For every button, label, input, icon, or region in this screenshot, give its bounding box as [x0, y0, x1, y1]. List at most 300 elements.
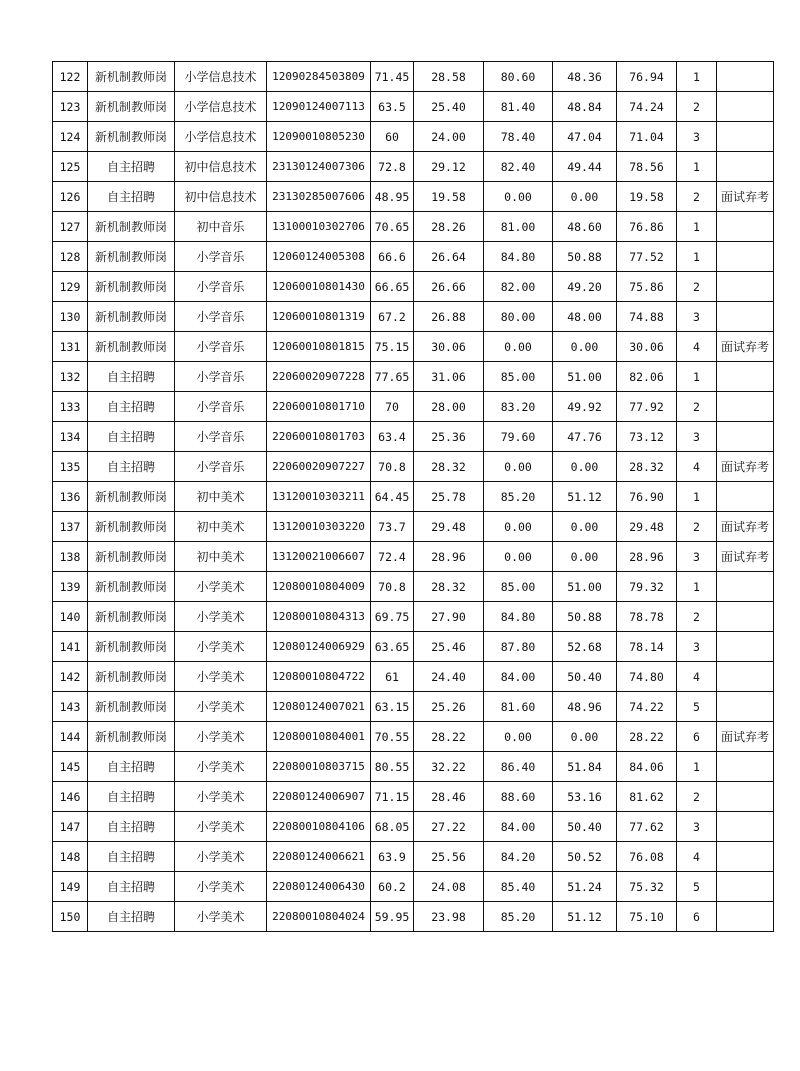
cell-remark	[717, 62, 774, 92]
cell-exam-id: 12060010801430	[267, 272, 371, 302]
cell-rank: 4	[677, 662, 717, 692]
cell-position-type: 新机制教师岗	[88, 662, 175, 692]
cell-total-score: 77.52	[617, 242, 677, 272]
cell-position-type: 新机制教师岗	[88, 602, 175, 632]
cell-position-type: 新机制教师岗	[88, 122, 175, 152]
cell-interview-score: 85.20	[484, 482, 553, 512]
cell-written-score: 64.45	[371, 482, 414, 512]
cell-written-weighted: 28.22	[414, 722, 484, 752]
cell-remark	[717, 752, 774, 782]
cell-row-number: 148	[53, 842, 88, 872]
cell-total-score: 76.90	[617, 482, 677, 512]
cell-written-weighted: 31.06	[414, 362, 484, 392]
cell-position-type: 新机制教师岗	[88, 272, 175, 302]
cell-row-number: 133	[53, 392, 88, 422]
cell-interview-score: 81.40	[484, 92, 553, 122]
cell-written-score: 70.8	[371, 452, 414, 482]
table-row	[53, 422, 774, 452]
cell-position-type: 新机制教师岗	[88, 482, 175, 512]
cell-subject: 初中美术	[175, 542, 267, 572]
cell-subject: 小学美术	[175, 752, 267, 782]
cell-written-score: 48.95	[371, 182, 414, 212]
cell-interview-weighted: 51.00	[553, 362, 617, 392]
cell-written-score: 61	[371, 662, 414, 692]
cell-exam-id: 12080010804001	[267, 722, 371, 752]
cell-total-score: 29.48	[617, 512, 677, 542]
cell-position-type: 自主招聘	[88, 752, 175, 782]
cell-position-type: 新机制教师岗	[88, 302, 175, 332]
cell-written-weighted: 24.00	[414, 122, 484, 152]
table-row	[53, 272, 774, 302]
cell-subject: 小学音乐	[175, 272, 267, 302]
cell-rank: 2	[677, 272, 717, 302]
cell-position-type: 新机制教师岗	[88, 722, 175, 752]
cell-position-type: 自主招聘	[88, 782, 175, 812]
cell-written-weighted: 25.46	[414, 632, 484, 662]
cell-rank: 1	[677, 482, 717, 512]
cell-subject: 小学信息技术	[175, 62, 267, 92]
cell-remark	[717, 572, 774, 602]
cell-written-weighted: 28.96	[414, 542, 484, 572]
cell-rank: 1	[677, 752, 717, 782]
cell-interview-weighted: 51.12	[553, 482, 617, 512]
table-row	[53, 242, 774, 272]
cell-interview-weighted: 48.60	[553, 212, 617, 242]
cell-written-weighted: 28.46	[414, 782, 484, 812]
table-row	[53, 482, 774, 512]
cell-remark	[717, 242, 774, 272]
table-row	[53, 62, 774, 92]
cell-written-score: 73.7	[371, 512, 414, 542]
cell-interview-weighted: 49.20	[553, 272, 617, 302]
cell-row-number: 144	[53, 722, 88, 752]
cell-rank: 3	[677, 302, 717, 332]
cell-exam-id: 13120010303211	[267, 482, 371, 512]
cell-total-score: 82.06	[617, 362, 677, 392]
cell-row-number: 139	[53, 572, 88, 602]
cell-rank: 2	[677, 392, 717, 422]
cell-total-score: 79.32	[617, 572, 677, 602]
cell-position-type: 自主招聘	[88, 872, 175, 902]
cell-remark	[717, 422, 774, 452]
cell-written-weighted: 19.58	[414, 182, 484, 212]
cell-interview-score: 84.00	[484, 662, 553, 692]
cell-interview-score: 0.00	[484, 512, 553, 542]
table-row	[53, 332, 774, 362]
table-row	[53, 752, 774, 782]
cell-interview-weighted: 49.92	[553, 392, 617, 422]
cell-position-type: 自主招聘	[88, 392, 175, 422]
cell-exam-id: 13120010303220	[267, 512, 371, 542]
cell-written-score: 63.15	[371, 692, 414, 722]
cell-rank: 3	[677, 632, 717, 662]
cell-row-number: 146	[53, 782, 88, 812]
cell-interview-weighted: 50.88	[553, 242, 617, 272]
cell-rank: 2	[677, 782, 717, 812]
cell-interview-weighted: 0.00	[553, 722, 617, 752]
cell-remark	[717, 662, 774, 692]
cell-rank: 4	[677, 452, 717, 482]
cell-remark: 面试弃考	[717, 722, 774, 752]
cell-rank: 4	[677, 332, 717, 362]
cell-position-type: 新机制教师岗	[88, 692, 175, 722]
cell-interview-score: 84.20	[484, 842, 553, 872]
cell-subject: 初中信息技术	[175, 182, 267, 212]
cell-row-number: 143	[53, 692, 88, 722]
cell-exam-id: 22060010801710	[267, 392, 371, 422]
cell-subject: 小学信息技术	[175, 92, 267, 122]
cell-exam-id: 13120021006607	[267, 542, 371, 572]
cell-written-weighted: 25.56	[414, 842, 484, 872]
cell-interview-score: 84.80	[484, 242, 553, 272]
cell-exam-id: 23130124007306	[267, 152, 371, 182]
cell-rank: 2	[677, 182, 717, 212]
cell-subject: 小学信息技术	[175, 122, 267, 152]
cell-rank: 1	[677, 572, 717, 602]
cell-interview-score: 0.00	[484, 332, 553, 362]
cell-exam-id: 12090284503809	[267, 62, 371, 92]
cell-written-score: 66.6	[371, 242, 414, 272]
cell-remark: 面试弃考	[717, 452, 774, 482]
cell-row-number: 136	[53, 482, 88, 512]
cell-exam-id: 13100010302706	[267, 212, 371, 242]
cell-written-score: 71.45	[371, 62, 414, 92]
cell-total-score: 30.06	[617, 332, 677, 362]
cell-interview-score: 0.00	[484, 722, 553, 752]
cell-written-weighted: 25.26	[414, 692, 484, 722]
cell-exam-id: 12080010804722	[267, 662, 371, 692]
cell-rank: 6	[677, 902, 717, 932]
cell-interview-score: 83.20	[484, 392, 553, 422]
cell-interview-weighted: 49.44	[553, 152, 617, 182]
cell-exam-id: 12060010801815	[267, 332, 371, 362]
cell-position-type: 新机制教师岗	[88, 92, 175, 122]
cell-rank: 5	[677, 692, 717, 722]
cell-total-score: 78.56	[617, 152, 677, 182]
score-table-body	[53, 62, 774, 932]
cell-rank: 2	[677, 92, 717, 122]
cell-remark	[717, 632, 774, 662]
cell-interview-weighted: 47.04	[553, 122, 617, 152]
cell-remark	[717, 782, 774, 812]
table-row	[53, 302, 774, 332]
cell-row-number: 147	[53, 812, 88, 842]
cell-interview-score: 88.60	[484, 782, 553, 812]
cell-total-score: 74.22	[617, 692, 677, 722]
cell-written-score: 72.4	[371, 542, 414, 572]
cell-exam-id: 23130285007606	[267, 182, 371, 212]
cell-row-number: 149	[53, 872, 88, 902]
cell-written-weighted: 25.36	[414, 422, 484, 452]
cell-written-weighted: 28.26	[414, 212, 484, 242]
cell-position-type: 自主招聘	[88, 902, 175, 932]
cell-written-score: 80.55	[371, 752, 414, 782]
cell-rank: 3	[677, 542, 717, 572]
table-row	[53, 512, 774, 542]
cell-written-score: 75.15	[371, 332, 414, 362]
cell-total-score: 81.62	[617, 782, 677, 812]
cell-row-number: 141	[53, 632, 88, 662]
cell-interview-weighted: 48.00	[553, 302, 617, 332]
cell-subject: 小学美术	[175, 872, 267, 902]
cell-exam-id: 22080124006621	[267, 842, 371, 872]
cell-total-score: 84.06	[617, 752, 677, 782]
cell-interview-score: 81.60	[484, 692, 553, 722]
cell-subject: 小学美术	[175, 602, 267, 632]
cell-written-score: 68.05	[371, 812, 414, 842]
cell-subject: 初中美术	[175, 482, 267, 512]
cell-row-number: 127	[53, 212, 88, 242]
cell-position-type: 自主招聘	[88, 812, 175, 842]
cell-subject: 小学音乐	[175, 362, 267, 392]
cell-remark	[717, 92, 774, 122]
cell-interview-weighted: 50.40	[553, 812, 617, 842]
cell-remark	[717, 482, 774, 512]
cell-interview-score: 85.20	[484, 902, 553, 932]
cell-remark	[717, 392, 774, 422]
cell-interview-weighted: 52.68	[553, 632, 617, 662]
cell-remark	[717, 692, 774, 722]
cell-row-number: 150	[53, 902, 88, 932]
cell-total-score: 28.96	[617, 542, 677, 572]
cell-written-score: 71.15	[371, 782, 414, 812]
cell-written-score: 63.4	[371, 422, 414, 452]
cell-exam-id: 22080010803715	[267, 752, 371, 782]
cell-written-weighted: 28.00	[414, 392, 484, 422]
cell-written-score: 72.8	[371, 152, 414, 182]
cell-interview-weighted: 50.52	[553, 842, 617, 872]
table-row	[53, 872, 774, 902]
cell-rank: 5	[677, 872, 717, 902]
cell-written-weighted: 26.64	[414, 242, 484, 272]
cell-written-score: 63.9	[371, 842, 414, 872]
cell-interview-weighted: 51.84	[553, 752, 617, 782]
cell-total-score: 71.04	[617, 122, 677, 152]
cell-exam-id: 12080010804313	[267, 602, 371, 632]
cell-exam-id: 12090010805230	[267, 122, 371, 152]
cell-exam-id: 22060020907228	[267, 362, 371, 392]
cell-interview-score: 0.00	[484, 182, 553, 212]
cell-remark	[717, 272, 774, 302]
cell-interview-score: 85.00	[484, 572, 553, 602]
cell-written-weighted: 23.98	[414, 902, 484, 932]
cell-row-number: 134	[53, 422, 88, 452]
cell-written-weighted: 25.40	[414, 92, 484, 122]
cell-subject: 初中美术	[175, 512, 267, 542]
cell-written-weighted: 24.08	[414, 872, 484, 902]
table-row	[53, 722, 774, 752]
cell-written-weighted: 25.78	[414, 482, 484, 512]
cell-position-type: 新机制教师岗	[88, 62, 175, 92]
cell-subject: 小学美术	[175, 572, 267, 602]
cell-interview-score: 80.60	[484, 62, 553, 92]
cell-remark	[717, 602, 774, 632]
cell-interview-score: 79.60	[484, 422, 553, 452]
cell-interview-weighted: 47.76	[553, 422, 617, 452]
cell-exam-id: 22080124006907	[267, 782, 371, 812]
table-row	[53, 392, 774, 422]
cell-total-score: 78.14	[617, 632, 677, 662]
cell-interview-weighted: 53.16	[553, 782, 617, 812]
cell-exam-id: 22080010804106	[267, 812, 371, 842]
cell-interview-score: 84.00	[484, 812, 553, 842]
cell-written-score: 60	[371, 122, 414, 152]
table-row	[53, 92, 774, 122]
cell-exam-id: 12060124005308	[267, 242, 371, 272]
cell-position-type: 自主招聘	[88, 422, 175, 452]
cell-rank: 3	[677, 122, 717, 152]
cell-row-number: 125	[53, 152, 88, 182]
table-row	[53, 782, 774, 812]
cell-written-score: 70.8	[371, 572, 414, 602]
cell-total-score: 76.08	[617, 842, 677, 872]
cell-position-type: 自主招聘	[88, 362, 175, 392]
cell-written-weighted: 24.40	[414, 662, 484, 692]
cell-rank: 4	[677, 842, 717, 872]
table-row	[53, 362, 774, 392]
cell-total-score: 77.92	[617, 392, 677, 422]
table-row	[53, 212, 774, 242]
cell-subject: 小学美术	[175, 632, 267, 662]
cell-interview-weighted: 48.84	[553, 92, 617, 122]
cell-total-score: 74.80	[617, 662, 677, 692]
cell-position-type: 新机制教师岗	[88, 572, 175, 602]
cell-row-number: 131	[53, 332, 88, 362]
cell-interview-score: 82.00	[484, 272, 553, 302]
cell-row-number: 142	[53, 662, 88, 692]
cell-written-weighted: 28.58	[414, 62, 484, 92]
score-table	[52, 61, 774, 932]
cell-written-score: 69.75	[371, 602, 414, 632]
cell-interview-score: 84.80	[484, 602, 553, 632]
cell-exam-id: 22080010804024	[267, 902, 371, 932]
cell-position-type: 新机制教师岗	[88, 632, 175, 662]
cell-exam-id: 12060010801319	[267, 302, 371, 332]
cell-rank: 1	[677, 152, 717, 182]
table-row	[53, 122, 774, 152]
cell-total-score: 75.10	[617, 902, 677, 932]
cell-position-type: 新机制教师岗	[88, 212, 175, 242]
cell-rank: 2	[677, 602, 717, 632]
cell-row-number: 122	[53, 62, 88, 92]
cell-written-weighted: 26.66	[414, 272, 484, 302]
cell-total-score: 76.86	[617, 212, 677, 242]
cell-written-score: 66.65	[371, 272, 414, 302]
cell-rank: 1	[677, 62, 717, 92]
cell-remark: 面试弃考	[717, 512, 774, 542]
table-row	[53, 692, 774, 722]
cell-remark: 面试弃考	[717, 542, 774, 572]
cell-rank: 3	[677, 812, 717, 842]
cell-row-number: 137	[53, 512, 88, 542]
cell-total-score: 75.32	[617, 872, 677, 902]
cell-position-type: 自主招聘	[88, 152, 175, 182]
cell-remark: 面试弃考	[717, 332, 774, 362]
cell-subject: 小学美术	[175, 812, 267, 842]
cell-rank: 2	[677, 512, 717, 542]
cell-total-score: 78.78	[617, 602, 677, 632]
cell-exam-id: 12080010804009	[267, 572, 371, 602]
table-row	[53, 152, 774, 182]
table-row	[53, 812, 774, 842]
cell-interview-score: 81.00	[484, 212, 553, 242]
cell-written-score: 59.95	[371, 902, 414, 932]
cell-exam-id: 12080124007021	[267, 692, 371, 722]
cell-total-score: 73.12	[617, 422, 677, 452]
cell-position-type: 新机制教师岗	[88, 542, 175, 572]
cell-interview-weighted: 0.00	[553, 512, 617, 542]
cell-row-number: 129	[53, 272, 88, 302]
cell-exam-id: 22060010801703	[267, 422, 371, 452]
cell-total-score: 28.22	[617, 722, 677, 752]
cell-remark: 面试弃考	[717, 182, 774, 212]
cell-position-type: 自主招聘	[88, 452, 175, 482]
cell-interview-weighted: 50.40	[553, 662, 617, 692]
cell-interview-score: 87.80	[484, 632, 553, 662]
cell-written-score: 63.5	[371, 92, 414, 122]
cell-written-weighted: 29.12	[414, 152, 484, 182]
cell-subject: 小学美术	[175, 902, 267, 932]
cell-rank: 6	[677, 722, 717, 752]
table-row	[53, 632, 774, 662]
cell-interview-weighted: 0.00	[553, 542, 617, 572]
cell-interview-score: 85.00	[484, 362, 553, 392]
cell-exam-id: 12080124006929	[267, 632, 371, 662]
cell-rank: 1	[677, 212, 717, 242]
cell-interview-score: 0.00	[484, 452, 553, 482]
cell-remark	[717, 902, 774, 932]
cell-position-type: 自主招聘	[88, 842, 175, 872]
cell-interview-weighted: 51.00	[553, 572, 617, 602]
cell-total-score: 74.24	[617, 92, 677, 122]
cell-row-number: 130	[53, 302, 88, 332]
cell-total-score: 75.86	[617, 272, 677, 302]
cell-interview-weighted: 0.00	[553, 452, 617, 482]
cell-interview-score: 85.40	[484, 872, 553, 902]
table-row	[53, 662, 774, 692]
cell-rank: 3	[677, 422, 717, 452]
cell-written-score: 60.2	[371, 872, 414, 902]
cell-written-score: 63.65	[371, 632, 414, 662]
table-row	[53, 452, 774, 482]
cell-row-number: 128	[53, 242, 88, 272]
cell-row-number: 126	[53, 182, 88, 212]
cell-remark	[717, 122, 774, 152]
cell-written-score: 70	[371, 392, 414, 422]
cell-interview-score: 0.00	[484, 542, 553, 572]
cell-exam-id: 22060020907227	[267, 452, 371, 482]
cell-written-score: 77.65	[371, 362, 414, 392]
cell-interview-weighted: 48.36	[553, 62, 617, 92]
cell-total-score: 76.94	[617, 62, 677, 92]
cell-row-number: 132	[53, 362, 88, 392]
cell-written-weighted: 27.90	[414, 602, 484, 632]
cell-exam-id: 22080124006430	[267, 872, 371, 902]
cell-rank: 1	[677, 362, 717, 392]
cell-row-number: 123	[53, 92, 88, 122]
cell-interview-weighted: 50.88	[553, 602, 617, 632]
cell-interview-weighted: 0.00	[553, 182, 617, 212]
cell-interview-weighted: 0.00	[553, 332, 617, 362]
cell-row-number: 124	[53, 122, 88, 152]
cell-remark	[717, 152, 774, 182]
cell-written-score: 67.2	[371, 302, 414, 332]
cell-interview-score: 82.40	[484, 152, 553, 182]
cell-subject: 小学音乐	[175, 452, 267, 482]
cell-written-weighted: 26.88	[414, 302, 484, 332]
cell-written-weighted: 32.22	[414, 752, 484, 782]
cell-position-type: 新机制教师岗	[88, 332, 175, 362]
